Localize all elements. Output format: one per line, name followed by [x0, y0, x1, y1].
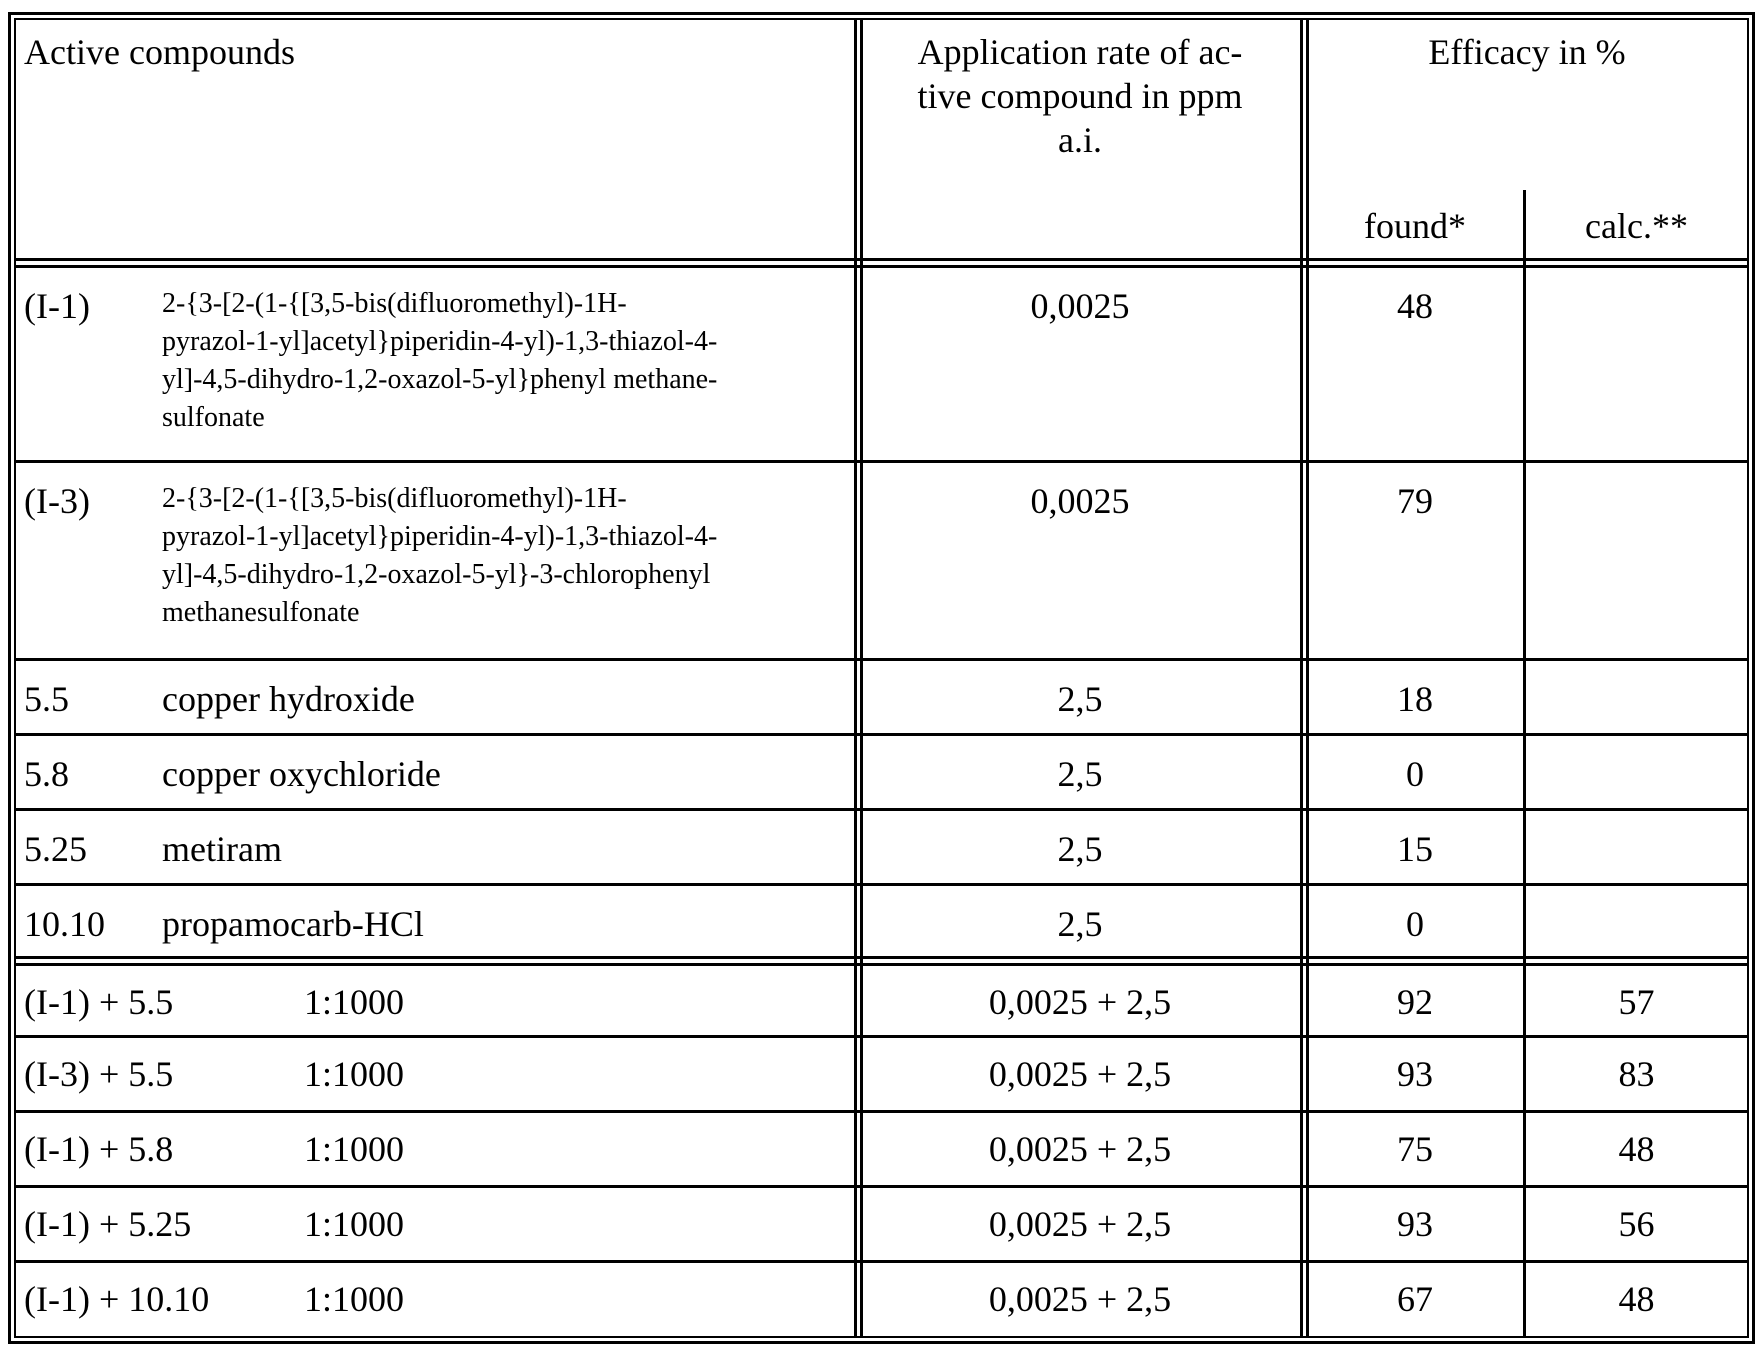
- header-divider: [14, 258, 1749, 261]
- header-application-rate: tive compound in ppm: [917, 76, 1243, 116]
- efficacy-found: 0: [1406, 754, 1424, 794]
- header-active-compounds: Active compounds: [24, 32, 295, 72]
- compound-name: 2-{3-[2-(1-{[3,5-bis(difluoromethyl)-1H-: [162, 483, 627, 514]
- row-divider: [14, 1260, 1749, 1263]
- application-rate: 0,0025 + 2,5: [988, 982, 1172, 1022]
- efficacy-found: 79: [1397, 481, 1433, 521]
- column-divider: [854, 18, 857, 1338]
- efficacy-calc: 56: [1618, 1204, 1655, 1244]
- application-rate: 0,0025: [1030, 286, 1130, 326]
- row-divider: [14, 460, 1749, 463]
- header-calc: calc.**: [1585, 206, 1688, 246]
- column-divider: [1300, 18, 1303, 1338]
- application-rate: 0,0025 + 2,5: [988, 1279, 1172, 1319]
- compound-id: (I-3): [24, 481, 90, 521]
- efficacy-found: 15: [1397, 829, 1433, 869]
- application-rate: 0,0025 + 2,5: [988, 1204, 1172, 1244]
- row-divider: [14, 1035, 1749, 1038]
- mixture-combo: (I-3) + 5.5: [24, 1054, 174, 1094]
- mixture-combo: (I-1) + 5.25: [24, 1204, 192, 1244]
- compound-name: metiram: [162, 829, 282, 869]
- compound-name: pyrazol-1-yl]acetyl}piperidin-4-yl)-1,3-thiazol-4-: [162, 521, 718, 552]
- mixture-ratio: 1:1000: [304, 1129, 405, 1169]
- row-divider: [14, 1185, 1749, 1188]
- header-application-rate: Application rate of ac-: [917, 32, 1243, 72]
- section-divider: [14, 956, 1749, 959]
- efficacy-found: 92: [1397, 982, 1433, 1022]
- mixture-ratio: 1:1000: [304, 1279, 405, 1319]
- application-rate: 0,0025: [1030, 481, 1130, 521]
- application-rate: 0,0025 + 2,5: [988, 1129, 1172, 1169]
- compound-name: methanesulfonate: [162, 597, 360, 628]
- compound-name: yl]-4,5-dihydro-1,2-oxazol-5-yl}-3-chlorophenyl: [162, 559, 711, 590]
- header-found: found*: [1364, 206, 1466, 246]
- mixture-ratio: 1:1000: [304, 982, 405, 1022]
- efficacy-found: 0: [1406, 904, 1424, 944]
- application-rate: 2,5: [1057, 829, 1103, 869]
- row-divider: [14, 1110, 1749, 1113]
- compound-name: copper hydroxide: [162, 679, 415, 719]
- application-rate: 2,5: [1057, 904, 1103, 944]
- compound-name: 2-{3-[2-(1-{[3,5-bis(difluoromethyl)-1H-: [162, 288, 627, 319]
- application-rate: 2,5: [1057, 679, 1103, 719]
- row-divider: [14, 808, 1749, 811]
- mixture-combo: (I-1) + 5.8: [24, 1129, 174, 1169]
- compound-id: 10.10: [24, 904, 105, 944]
- section-divider: [14, 963, 1749, 966]
- compound-id: (I-1): [24, 286, 90, 326]
- mixture-combo: (I-1) + 10.10: [24, 1279, 210, 1319]
- header-application-rate: a.i.: [1058, 120, 1102, 160]
- compound-id: 5.8: [24, 754, 69, 794]
- efficacy-calc: 57: [1618, 982, 1655, 1022]
- compound-id: 5.25: [24, 829, 87, 869]
- efficacy-found: 18: [1397, 679, 1433, 719]
- row-divider: [14, 733, 1749, 736]
- efficacy-found: 48: [1397, 286, 1433, 326]
- efficacy-calc: 48: [1618, 1279, 1655, 1319]
- efficacy-found: 67: [1397, 1279, 1433, 1319]
- efficacy-calc: 83: [1618, 1054, 1655, 1094]
- mixture-ratio: 1:1000: [304, 1204, 405, 1244]
- compound-id: 5.5: [24, 679, 69, 719]
- compound-name: copper oxychloride: [162, 754, 441, 794]
- row-divider: [14, 883, 1749, 886]
- application-rate: 2,5: [1057, 754, 1103, 794]
- mixture-ratio: 1:1000: [304, 1054, 405, 1094]
- header-efficacy: Efficacy in %: [1428, 32, 1626, 72]
- header-divider: [14, 265, 1749, 268]
- row-divider: [14, 658, 1749, 661]
- efficacy-found: 75: [1397, 1129, 1433, 1169]
- compound-name: yl]-4,5-dihydro-1,2-oxazol-5-yl}phenyl methane-: [162, 364, 718, 395]
- compound-name: sulfonate: [162, 402, 265, 433]
- efficacy-found: 93: [1397, 1054, 1433, 1094]
- efficacy-calc: 48: [1618, 1129, 1655, 1169]
- compound-name: propamocarb-HCl: [162, 904, 424, 944]
- compound-name: pyrazol-1-yl]acetyl}piperidin-4-yl)-1,3-thiazol-4-: [162, 326, 718, 357]
- mixture-combo: (I-1) + 5.5: [24, 982, 174, 1022]
- application-rate: 0,0025 + 2,5: [988, 1054, 1172, 1094]
- efficacy-found: 93: [1397, 1204, 1433, 1244]
